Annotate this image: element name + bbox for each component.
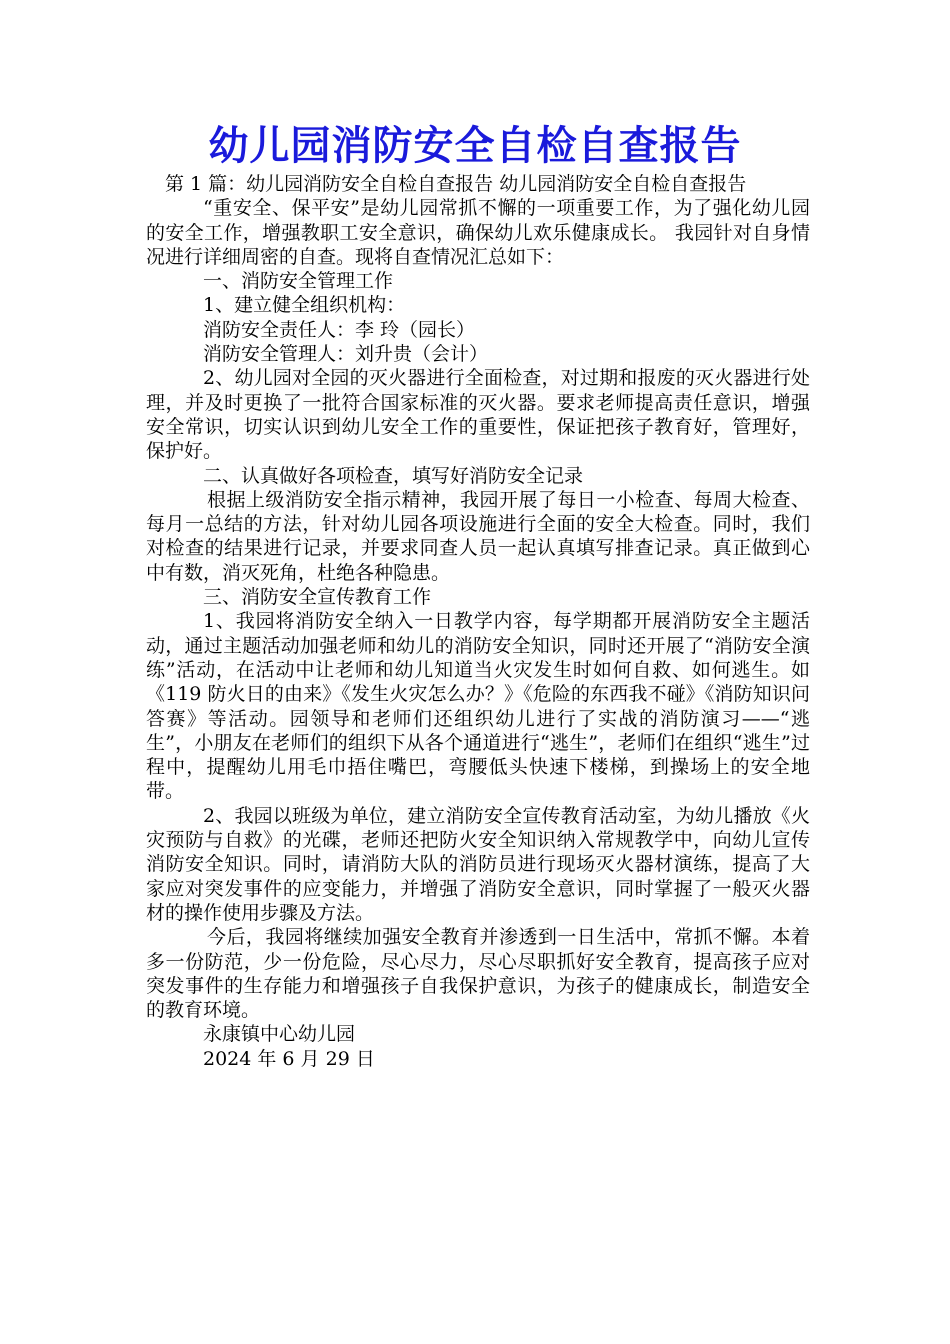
signature-date: 2024 年 6 月 29 日 — [203, 1047, 375, 1070]
article-heading-paragraph: 第 1 篇：幼儿园消防安全自检自查报告 幼儿园消防安全自检自查报告 — [165, 173, 747, 195]
responsible-person-line: 消防安全责任人：李 玲（园长） — [203, 318, 476, 341]
intro-paragraph: “重安全、保平安”是幼儿园常抓不懈的一项重要工作，为了强化幼儿园的安全工作，增强教职工安全意识，确保幼儿欢乐健康成长。 我园针对自身情况进行详细周密的自查。现将自查情况汇总如下： — [146, 197, 810, 268]
section-heading-2: 二、认真做好各项检查，填写好消防安全记录 — [203, 464, 584, 487]
document-body — [146, 172, 810, 1071]
section-heading-3: 三、消防安全宣传教育工作 — [203, 586, 432, 609]
conclusion-paragraph: 今后，我园将继续加强安全教育并渗透到一日生活中，常抓不懈。本着多一份防范，少一份危险，尽心尽力，尽心尽职抓好安全教育，提高孩子应对突发事件的生存能力和增强孩子自我保护意识，为孩子的健康成长，制造安全的教育环境。 — [146, 926, 810, 1022]
education-paragraph-1: 1、我园将消防安全纳入一日教学内容，每学期都开展消防安全主题活动，通过主题活动加强老师和幼儿的消防安全知识，同时还开展了“消防安全演练”活动，在活动中让老师和幼儿知道当火灾发生时如何自救、如何逃生。如《119 防火日的由来》《发生火灾怎么办？》《危险的东西我不碰》《消防知识问答赛》等活动。园领导和老师们还组织幼儿进行了实战的消防演习——“逃生”，小朋友在老师们的组织下从各个通道进行“逃生”，老师们在组织“逃生”过程中，提醒幼儿用毛巾捂住嘴巴，弯腰低头快速下楼梯，到操场上的安全地带。 — [146, 610, 810, 803]
education-paragraph-2: 2、我园以班级为单位，建立消防安全宣传教育活动室，为幼儿播放《火灾预防与自救》的光碟，老师还把防火安全知识纳入常规教学中，向幼儿宣传消防安全知识。同时，请消防大队的消防员进行现场灭火器材演练，提高了大家应对突发事件的应变能力，并增强了消防安全意识，同时掌握了一般灭火器材的操作使用步骤及方法。 — [146, 804, 810, 924]
inspection-paragraph: 根据上级消防安全指示精神，我园开展了每日一小检查、每周大检查、每月一总结的方法，针对幼儿园各项设施进行全面的安全大检查。同时，我们对检查的结果进行记录，并要求同查人员一起认真填写排查记录。真正做到心中有数，消灭死角，杜绝各种隐患。 — [146, 488, 810, 584]
document-title: 幼儿园消防安全自检自查报告 — [208, 122, 742, 169]
extinguisher-paragraph: 2、幼儿园对全园的灭火器进行全面检查，对过期和报废的灭火器进行处理，并及时更换了一批符合国家标准的灭火器。要求老师提高责任意识，增强安全常识，切实认识到幼儿安全工作的重要性，保证把孩子教育好，管理好，保护好。 — [146, 367, 810, 463]
manager-person-line: 消防安全管理人：刘升贵（会计） — [203, 343, 489, 366]
subsection-heading-organization: 1、建立健全组织机构： — [203, 294, 406, 317]
section-heading-1: 一、消防安全管理工作 — [203, 270, 394, 293]
signature-organization: 永康镇中心幼儿园 — [203, 1023, 356, 1046]
